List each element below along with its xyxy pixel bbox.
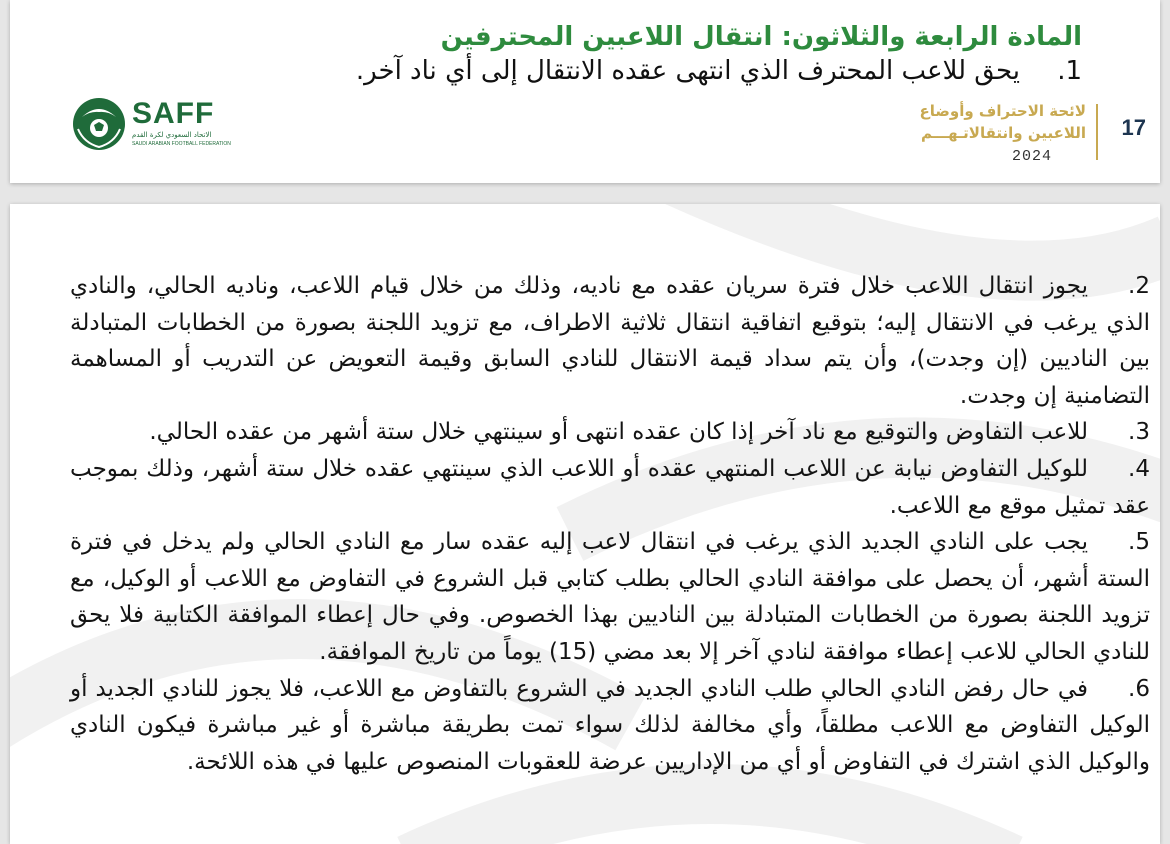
regulation-title: [920, 100, 1086, 144]
logo-text: SAFF: [132, 97, 215, 130]
article-body: [70, 268, 1150, 780]
item-number: 4.: [1128, 455, 1150, 482]
item-number: 3.: [1128, 419, 1150, 446]
previous-page-card: [10, 0, 1160, 183]
regulation-year: 2024: [1011, 148, 1052, 165]
page-card: [10, 204, 1160, 844]
regulation-title-line2: اللاعبين وانتقالاتـهـــم: [921, 124, 1086, 142]
saff-logo: [70, 95, 230, 153]
item-number: 1.: [1057, 56, 1082, 86]
logo-subtitle-en: SAUDI ARABIAN FOOTBALL FEDERATION: [132, 141, 231, 147]
article-heading: المادة الرابعة والثلاثون: انتقال اللاعبين المحترفين: [440, 22, 1082, 52]
page-number: 17: [1121, 115, 1146, 140]
item-text: في حال رفض النادي الحالي طلب النادي الجديد في الشروع بالتفاوض مع اللاعب، فلا يجوز للنادي الجديد أو الوكيل التفاوض مع اللاعب مطلقاً، وأي مخالفة لذلك سواء تمت بطريقة مباشرة أو غير مباشرة فيكون النادي والوكيل الذي اشترك في التفاوض أو أي من الإداريين عرضة للعقوبات المنصوص عليها في هذه اللائحة.: [70, 675, 1150, 775]
list-item: [70, 524, 1150, 670]
page-footer: [846, 100, 1146, 170]
item-text: يجوز انتقال اللاعب خلال فترة سريان عقده مع ناديه، وذلك من خلال قيام اللاعب، وناديه الحالي، والنادي الذي يرغب في الانتقال إليه؛ بتوقيع اتفاقية انتقال ثلاثية الاطراف، مع تزويد اللجنة بصورة من الخطابات المتبادلة بين الناديين (إن وجدت)، وأن يتم سداد قيمة الانتقال للنادي السابق وقيمة التعويض عن التدريب أو المساهمة التضامنية إن وجدت.: [70, 273, 1150, 409]
list-item: [70, 268, 1150, 414]
item-number: 5.: [1128, 529, 1150, 556]
logo-subtitle-ar: الاتحاد السعودي لكرة القدم: [132, 131, 212, 139]
item-text: يحق للاعب المحترف الذي انتهى عقده الانتقال إلى أي ناد آخر.: [355, 56, 1020, 86]
item-text: يجب على النادي الجديد الذي يرغب في انتقال لاعب إليه عقده سار مع النادي الحالي ولم يدخل في فترة الستة أشهر، أن يحصل على موافقة النادي الحالي بطلب كتابي قبل الشروع في التفاوض مع اللاعب أو الوكيل، مع تزويد اللجنة بصورة من الخطابات المتبادلة بين الناديين بهذا الخصوص. وفي حال إعطاء الموافقة الكتابية فلا يحق للنادي الحالي للاعب إعطاء موافقة لنادي آخر إلا بعد مضي (15) يوماً من تاريخ الموافقة.: [70, 529, 1150, 665]
item-text: للاعب التفاوض والتوقيع مع ناد آخر إذا كان عقده انتهى أو سينتهي خلال ستة أشهر من عقده الحالي.: [149, 419, 1088, 446]
regulation-title-line1: لائحة الاحتراف وأوضاع: [919, 102, 1086, 120]
list-item: [70, 451, 1150, 524]
list-item: [70, 671, 1150, 781]
list-item: [70, 414, 1150, 451]
divider: [1096, 104, 1098, 160]
item-text: للوكيل التفاوض نيابة عن اللاعب المنتهي عقده أو اللاعب الذي سينتهي عقده خلال ستة أشهر، وذلك بموجب عقد تمثيل موقع مع اللاعب.: [70, 455, 1150, 519]
item-number: 2.: [1128, 273, 1150, 299]
item-number: 6.: [1128, 675, 1150, 702]
list-item: [356, 56, 1082, 86]
saff-emblem-icon: [70, 95, 128, 153]
